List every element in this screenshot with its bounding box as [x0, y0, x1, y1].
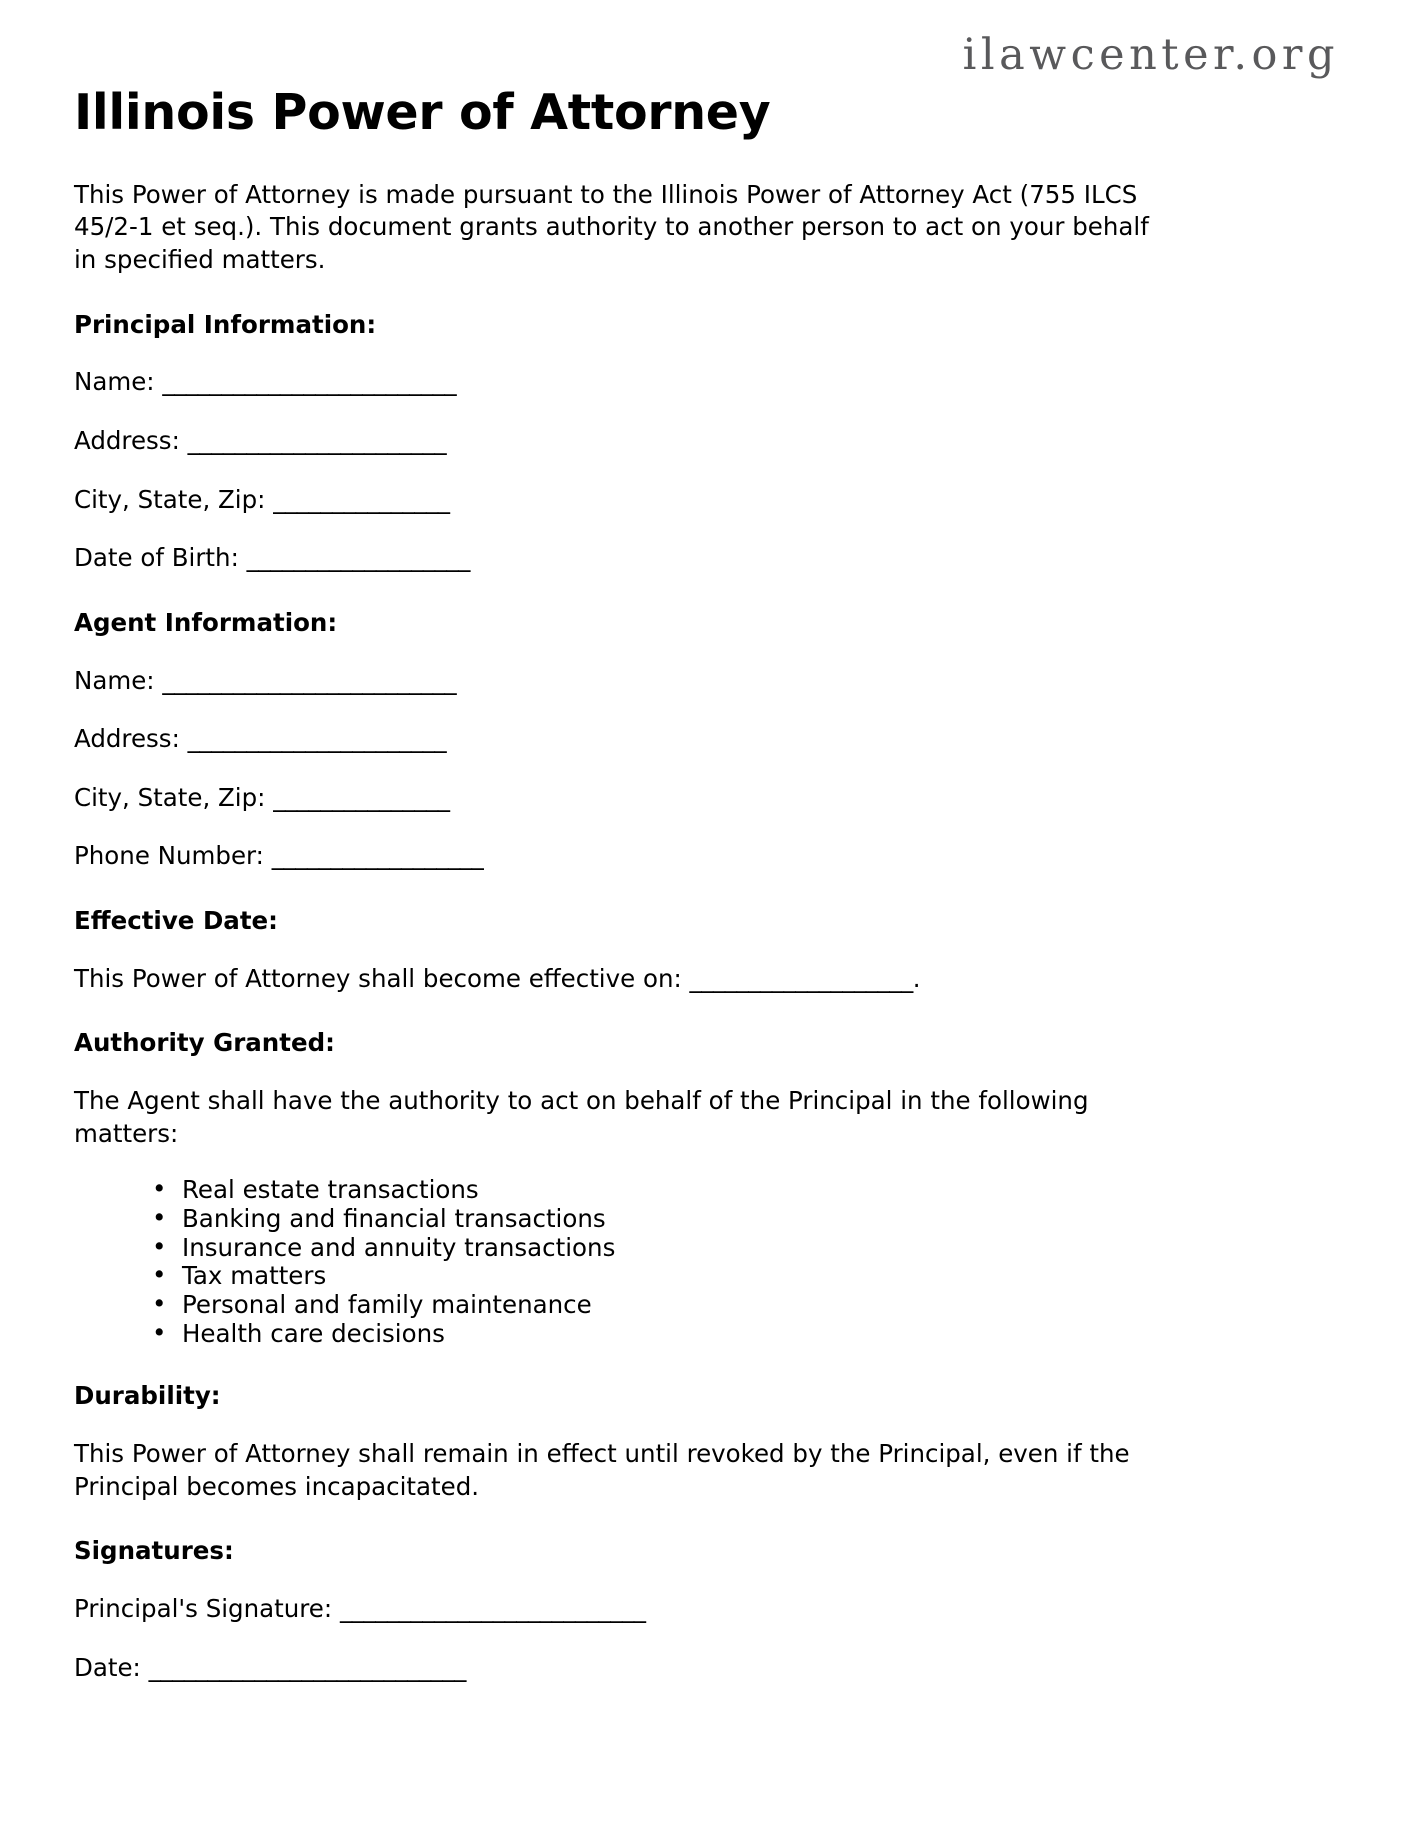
field-blank[interactable]: ______________________ [187, 426, 447, 456]
list-item: • Personal and family maintenance [152, 1291, 1339, 1320]
list-item: • Real estate transactions [152, 1176, 1339, 1205]
field-principal-address [74, 425, 1339, 458]
sentence-suffix: . [912, 963, 921, 993]
heading-authority-granted: Authority Granted: [74, 1028, 335, 1058]
spacer [74, 1412, 1339, 1438]
field-signature-date [74, 1652, 1339, 1685]
heading-principal-information: Principal Information: [74, 309, 377, 339]
field-blank[interactable]: ___________________ [246, 543, 470, 573]
spacer [74, 1348, 1339, 1380]
spacer [74, 995, 1339, 1027]
site-watermark: ilawcenter.org [962, 30, 1339, 80]
field-label: City, State, Zip: [74, 782, 274, 812]
field-agent-name [74, 665, 1339, 698]
list-item: • Banking and financial transactions [152, 1205, 1339, 1234]
field-label: Name: [74, 367, 163, 397]
spacer [74, 141, 1339, 179]
field-agent-phone-number [74, 840, 1339, 873]
spacer [74, 697, 1339, 723]
field-label: City, State, Zip: [74, 484, 274, 514]
heading-durability: Durability: [74, 1381, 221, 1411]
spacer [74, 1567, 1339, 1593]
field-blank[interactable]: _______________ [273, 782, 450, 812]
field-blank[interactable]: __________________________ [339, 1594, 646, 1624]
field-label: Address: [74, 426, 188, 456]
intro-paragraph: This Power of Attorney is made pursuant to the Illinois Power of Attorney Act (755 ILCS 45/2-1 et seq.). This document grants authority to another person to act on your behalf in specified matters. [74, 179, 1149, 275]
spacer [74, 340, 1339, 366]
field-blank[interactable]: _______________ [273, 484, 450, 514]
durability-paragraph: This Power of Attorney shall remain in effect until revoked by the Principal, even if the Principal becomes incapacitated. [74, 1439, 1130, 1501]
spacer [74, 1626, 1339, 1652]
list-item: • Health care decisions [152, 1320, 1339, 1349]
field-principal-city-state-zip [74, 484, 1339, 517]
spacer [74, 399, 1339, 425]
spacer [74, 277, 1339, 309]
field-agent-address [74, 723, 1339, 756]
field-label: Name: [74, 665, 163, 695]
field-label: Principal's Signature: [74, 1594, 340, 1624]
spacer [74, 873, 1339, 905]
effective-date-sentence [74, 963, 1339, 996]
field-principal-name [74, 366, 1339, 399]
heading-agent-information: Agent Information: [74, 607, 338, 637]
sentence-prefix: This Power of Attorney shall become effective on: [74, 963, 690, 993]
spacer [74, 814, 1339, 840]
spacer [74, 639, 1339, 665]
field-agent-city-state-zip [74, 782, 1339, 815]
spacer [74, 1503, 1339, 1535]
field-blank[interactable]: _________________________ [162, 665, 457, 695]
field-principal-signature [74, 1593, 1339, 1626]
field-blank[interactable]: __________________ [271, 841, 484, 871]
field-principal-date-of-birth [74, 542, 1339, 575]
field-label: Address: [74, 724, 188, 754]
spacer [74, 1150, 1339, 1176]
heading-signatures: Signatures: [74, 1536, 234, 1566]
spacer [74, 937, 1339, 963]
field-label: Phone Number: [74, 841, 272, 871]
page-title: Illinois Power of Attorney [74, 84, 771, 141]
field-blank[interactable]: _________________________ [162, 367, 457, 397]
authority-intro-paragraph: The Agent shall have the authority to act on behalf of the Principal in the following matters: [74, 1086, 1089, 1148]
spacer [74, 575, 1339, 607]
spacer [74, 516, 1339, 542]
spacer [74, 1059, 1339, 1085]
list-item: • Tax matters [152, 1262, 1339, 1291]
authority-list [74, 1176, 1339, 1348]
field-label: Date of Birth: [74, 543, 247, 573]
field-blank[interactable]: ___________________________ [148, 1652, 466, 1682]
field-blank[interactable]: ___________________ [689, 963, 913, 993]
list-item: • Insurance and annuity transactions [152, 1234, 1339, 1263]
heading-effective-date: Effective Date: [74, 905, 278, 935]
spacer [74, 756, 1339, 782]
spacer [74, 458, 1339, 484]
field-label: Date: [74, 1652, 149, 1682]
field-blank[interactable]: ______________________ [187, 724, 447, 754]
